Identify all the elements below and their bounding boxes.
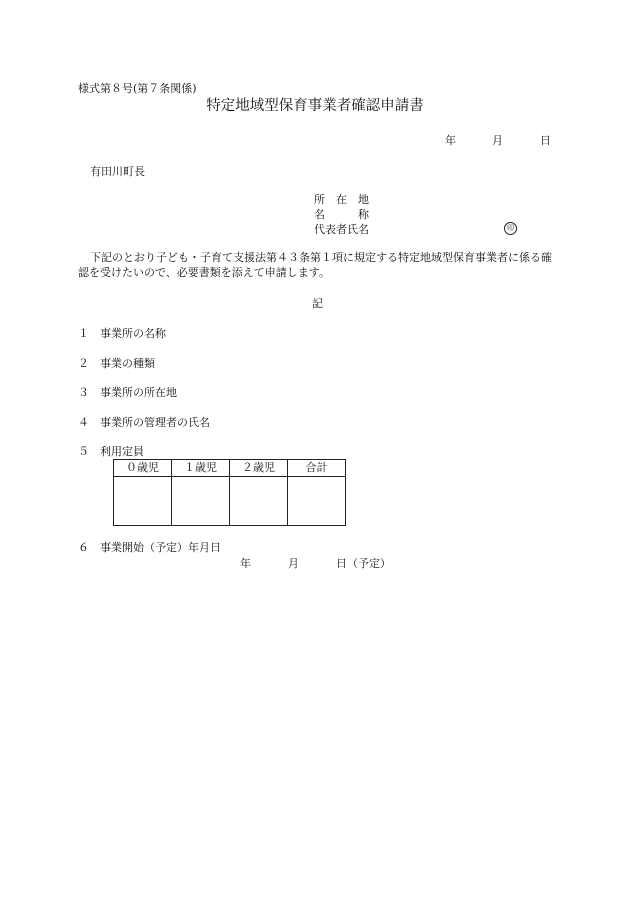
item-facility-name (78, 327, 166, 341)
item-number: １ (78, 327, 89, 340)
header-age-0: ０歳児 (114, 460, 172, 477)
form-number: 様式第８号(第７条関係) (78, 82, 197, 95)
capacity-value-row (114, 477, 346, 526)
value-age-1 (172, 477, 230, 526)
document-title: 特定地域型保育事業者確認申請書 (206, 98, 424, 114)
start-month-label: 月 (288, 557, 299, 570)
item-label: 事業の種類 (100, 357, 155, 370)
item-start-date (78, 541, 221, 555)
date-day-label: 日 (540, 134, 551, 147)
header-age-1: １歳児 (172, 460, 230, 477)
item-number: ３ (78, 386, 89, 399)
item-manager-name (78, 416, 210, 430)
item-label: 事業開始（予定）年月日 (100, 541, 221, 554)
date-year-label: 年 (445, 134, 456, 147)
item-capacity (78, 445, 144, 459)
capacity-table (113, 459, 346, 526)
item-label: 事業所の所在地 (100, 386, 177, 399)
value-age-2 (230, 477, 288, 526)
item-business-type (78, 357, 155, 371)
application-body-text: 下記のとおり子ども・子育て支援法第４３条第１項に規定する特定地域型保育事業者に係る確認を受けたいので、必要書類を添えて申請します。 (78, 251, 552, 279)
applicant-name-label: 名 称 (314, 208, 369, 221)
header-total: 合計 (288, 460, 346, 477)
applicant-address-label: 所 在 地 (314, 193, 369, 206)
start-year-label: 年 (240, 557, 251, 570)
item-label: 事業所の管理者の氏名 (100, 416, 210, 429)
item-label: 事業所の名称 (100, 327, 166, 340)
start-day-label: 日（予定） (336, 557, 391, 570)
value-age-0 (114, 477, 172, 526)
item-number: ４ (78, 416, 89, 429)
item-number: ６ (78, 541, 89, 554)
ki-heading: 記 (312, 297, 323, 310)
header-age-2: ２歳児 (230, 460, 288, 477)
date-month-label: 月 (492, 134, 503, 147)
capacity-header-row (114, 460, 346, 477)
value-total (288, 477, 346, 526)
seal-mark: 印 (504, 222, 517, 235)
addressee: 有田川町長 (90, 165, 145, 178)
item-facility-address (78, 386, 177, 400)
item-label: 利用定員 (100, 445, 144, 458)
item-number: ５ (78, 445, 89, 458)
applicant-representative-label: 代表者氏名 (314, 223, 369, 236)
item-number: ２ (78, 357, 89, 370)
